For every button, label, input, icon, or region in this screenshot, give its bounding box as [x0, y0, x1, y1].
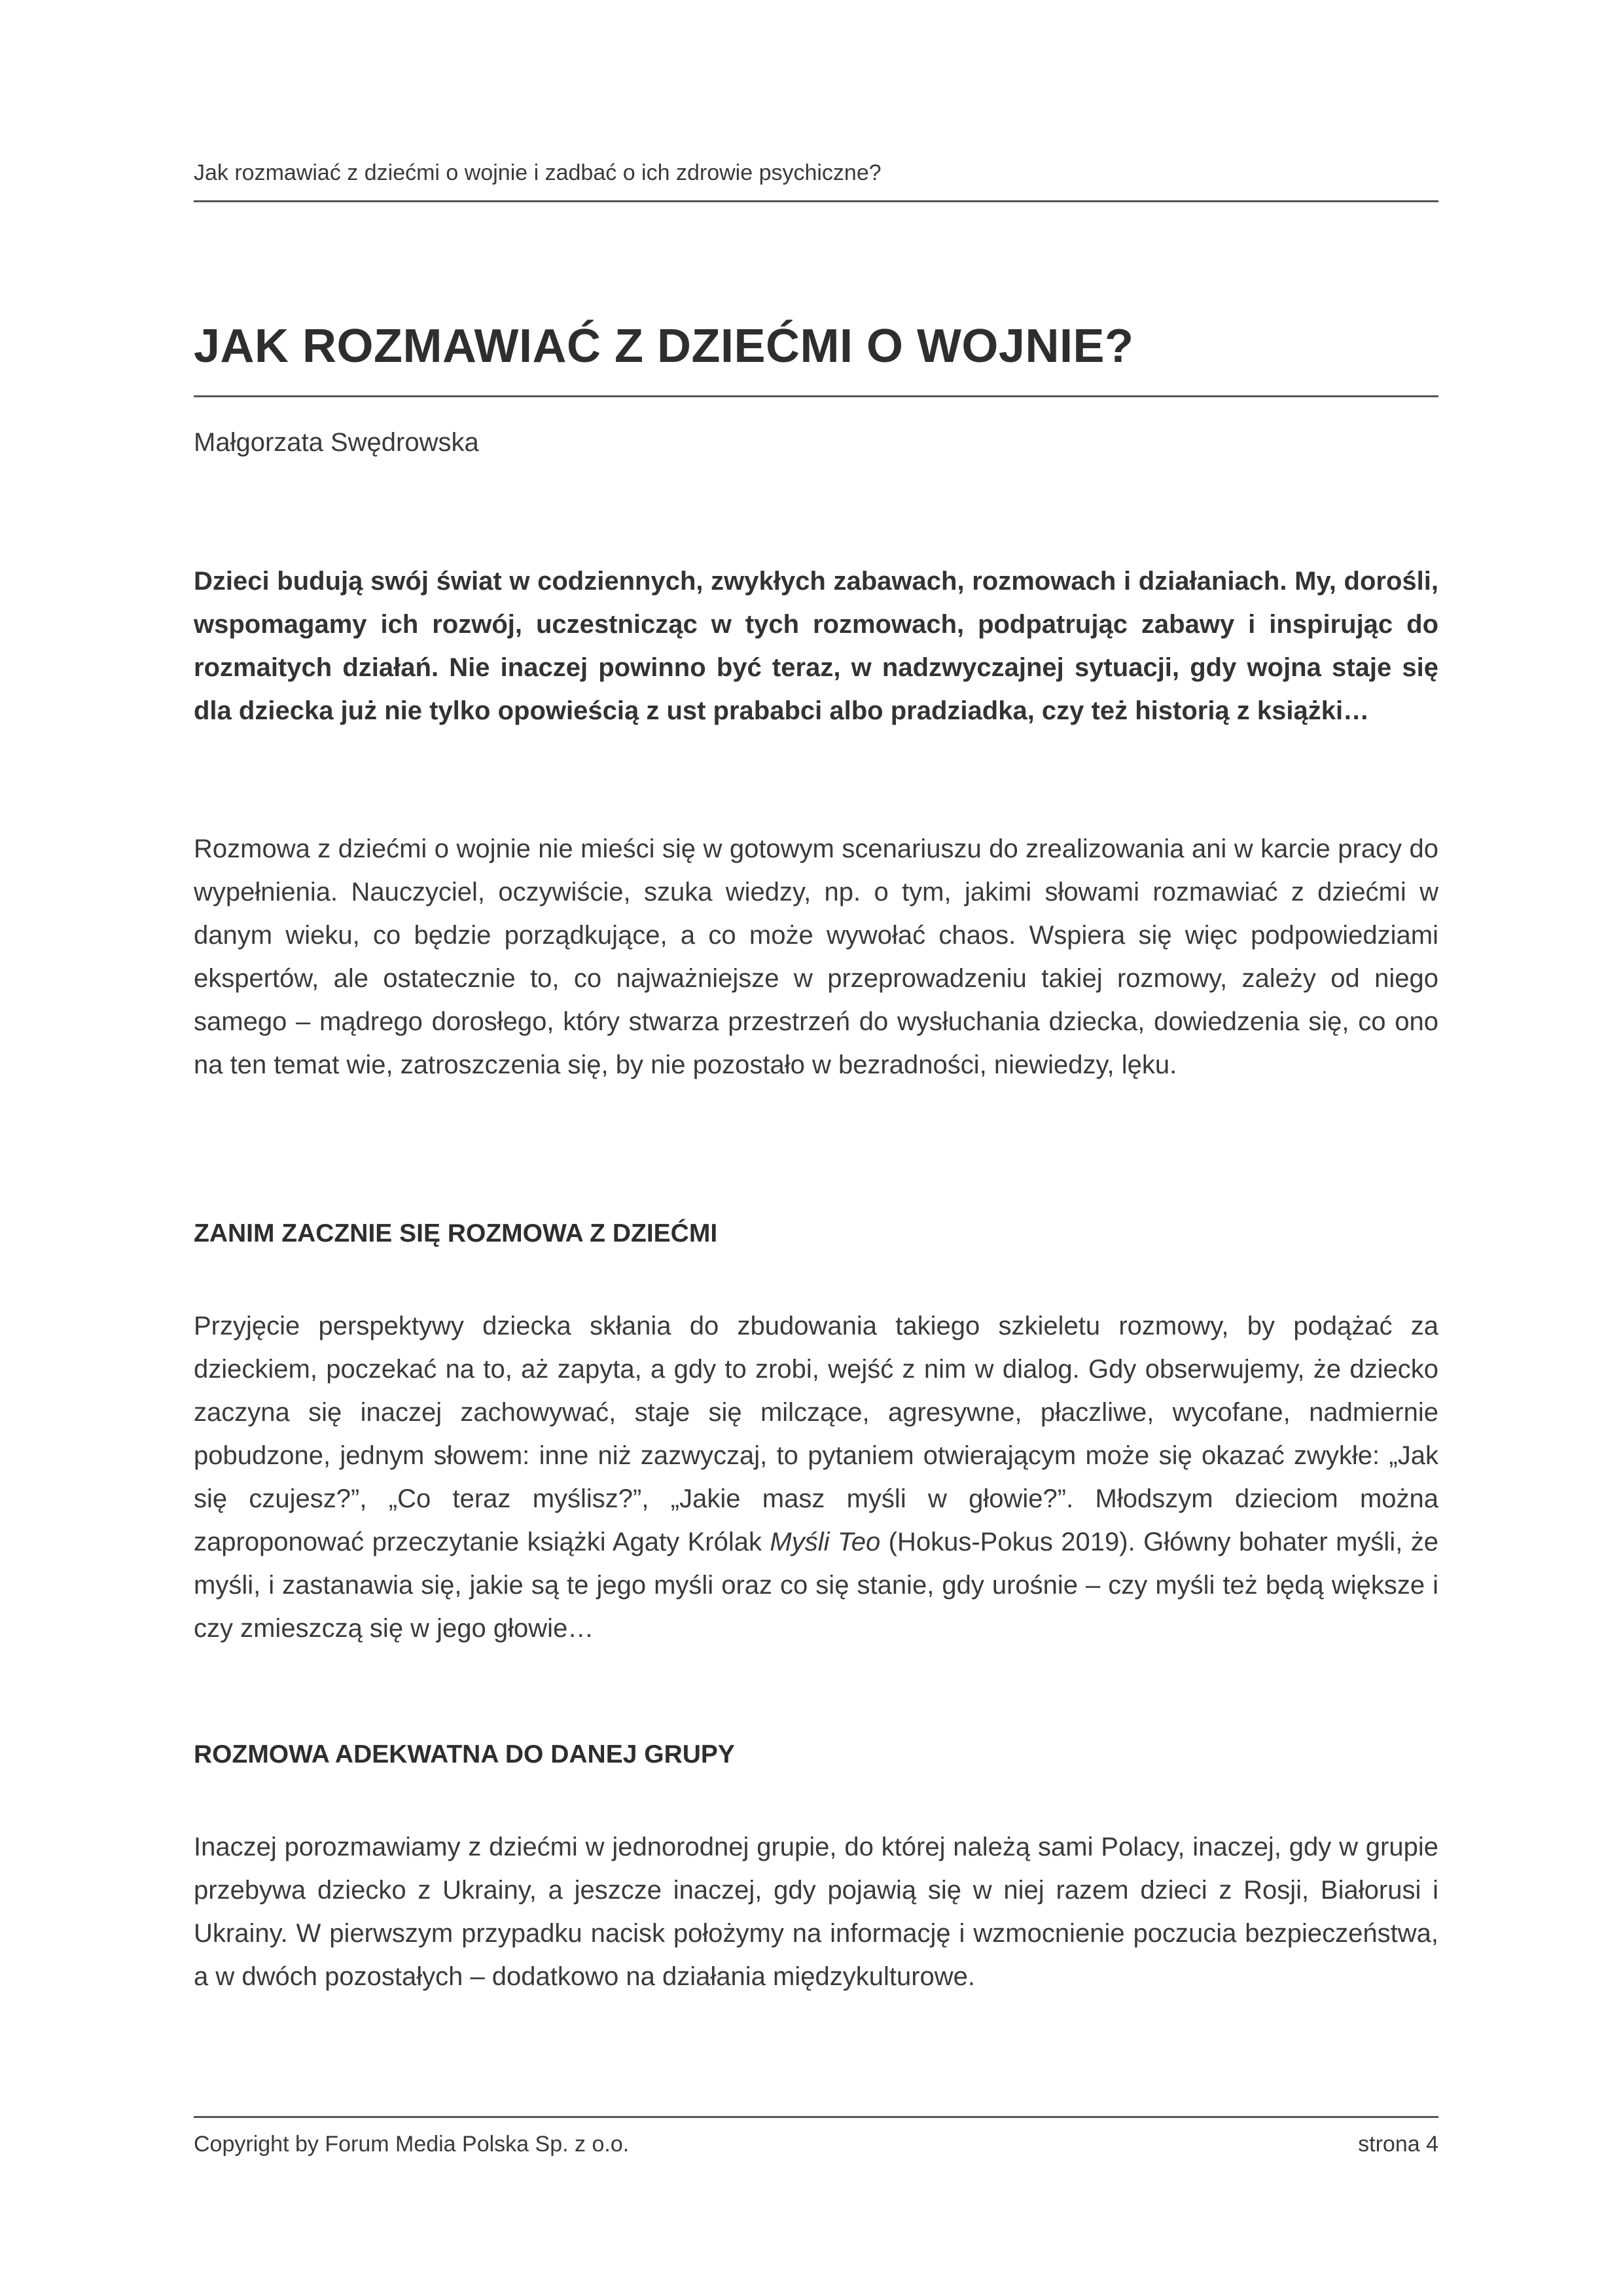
paragraph-2-text-b: (Hokus-Pokus 2019). Główny bohater myśli, że myśli, i zastanawia się, jakie są te jego myśli oraz co się stanie, gdy urośnie – czy myśli też będą większe i czy zmieszczą się w jego głowie… [194, 1528, 1438, 1643]
body-paragraph-3: Inaczej porozmawiamy z dziećmi w jednorodnej grupie, do której należą sami Polacy, inaczej, gdy w grupie przebywa dziecko z Ukrainy, a jeszcze inaczej, gdy pojawią się w niej razem dzieci z Rosji, Białorusi i Ukrainy. W pierwszym przypadku nacisk położymy na informację i wzmocnienie poczucia bezpieczeństwa, a w dwóch pozostałych – dodatkowo na działania międzykulturowe. [194, 1833, 1438, 1991]
footer-divider [194, 2116, 1438, 2118]
body-paragraph-2 [194, 1304, 1438, 1650]
running-header: Jak rozmawiać z dziećmi o wojnie i zadbać o ich zdrowie psychiczne? [194, 160, 882, 185]
title-divider [194, 395, 1438, 397]
article-author: Małgorzata Swędrowska [194, 428, 479, 457]
footer-page-number: strona 4 [1358, 2132, 1438, 2157]
article-lead: Dzieci budują swój świat w codziennych, zwykłych zabawach, rozmowach i działaniach. My, dorośli, wspomagamy ich rozwój, uczestnicząc w tych rozmowach, podpatrując zabawy i inspirując do rozmaitych działań. Nie inaczej powinno być teraz, w nadzwyczajnej sytuacji, gdy wojna staje się dla dziecka już nie tylko opowieścią z ust prababci albo pradziadka, czy też historią z książki… [194, 567, 1438, 725]
body-paragraph-1: Rozmowa z dziećmi o wojnie nie mieści się w gotowym scenariuszu do zrealizowania ani w karcie pracy do wypełnienia. Nauczyciel, oczywiście, szuka wiedzy, np. o tym, jakimi słowami rozmawiać z dziećmi w danym wieku, co będzie porządkujące, a co może wywołać chaos. Wspiera się więc podpowiedziami ekspertów, ale ostatecznie to, co najważniejsze w przeprowadzeniu takiej rozmowy, zależy od niego samego – mądrego dorosłego, który stwarza przestrzeń do wysłuchania dziecka, dowiedzenia się, co ono na ten temat wie, zatroszczenia się, by nie pozostało w bezradności, niewiedzy, lęku. [194, 834, 1438, 1079]
book-title: Myśli Teo [770, 1528, 881, 1556]
section-heading-before-conversation: ZANIM ZACZNIE SIĘ ROZMOWA Z DZIEĆMI [194, 1219, 718, 1247]
header-divider [194, 200, 1438, 202]
paragraph-2-text-a: Przyjęcie perspektywy dziecka skłania do zbudowania takiego szkieletu rozmowy, by podążać za dzieckiem, poczekać na to, aż zapyta, a gdy to zrobi, wejść z nim w dialog. Gdy obserwujemy, że dziecko zaczyna się inaczej zachowywać, staje się milczące, agresywne, płaczliwe, wycofane, nadmiernie pobudzone, jednym słowem: inne niż zazwyczaj, to pytaniem otwierającym może się okazać zwykłe: „Jak się czujesz?”, „Co teraz myślisz?”, „Jakie masz myśli w głowie?”. Młodszym dzieciom można zaproponować przeczytanie książki Agaty Królak [194, 1312, 1438, 1556]
footer-copyright: Copyright by Forum Media Polska Sp. z o.o. [194, 2132, 630, 2157]
section-heading-group-conversation: ROZMOWA ADEKWATNA DO DANEJ GRUPY [194, 1740, 735, 1768]
article-title: JAK ROZMAWIAĆ Z DZIEĆMI O WOJNIE? [194, 320, 1134, 372]
document-page [194, 0, 1438, 2296]
